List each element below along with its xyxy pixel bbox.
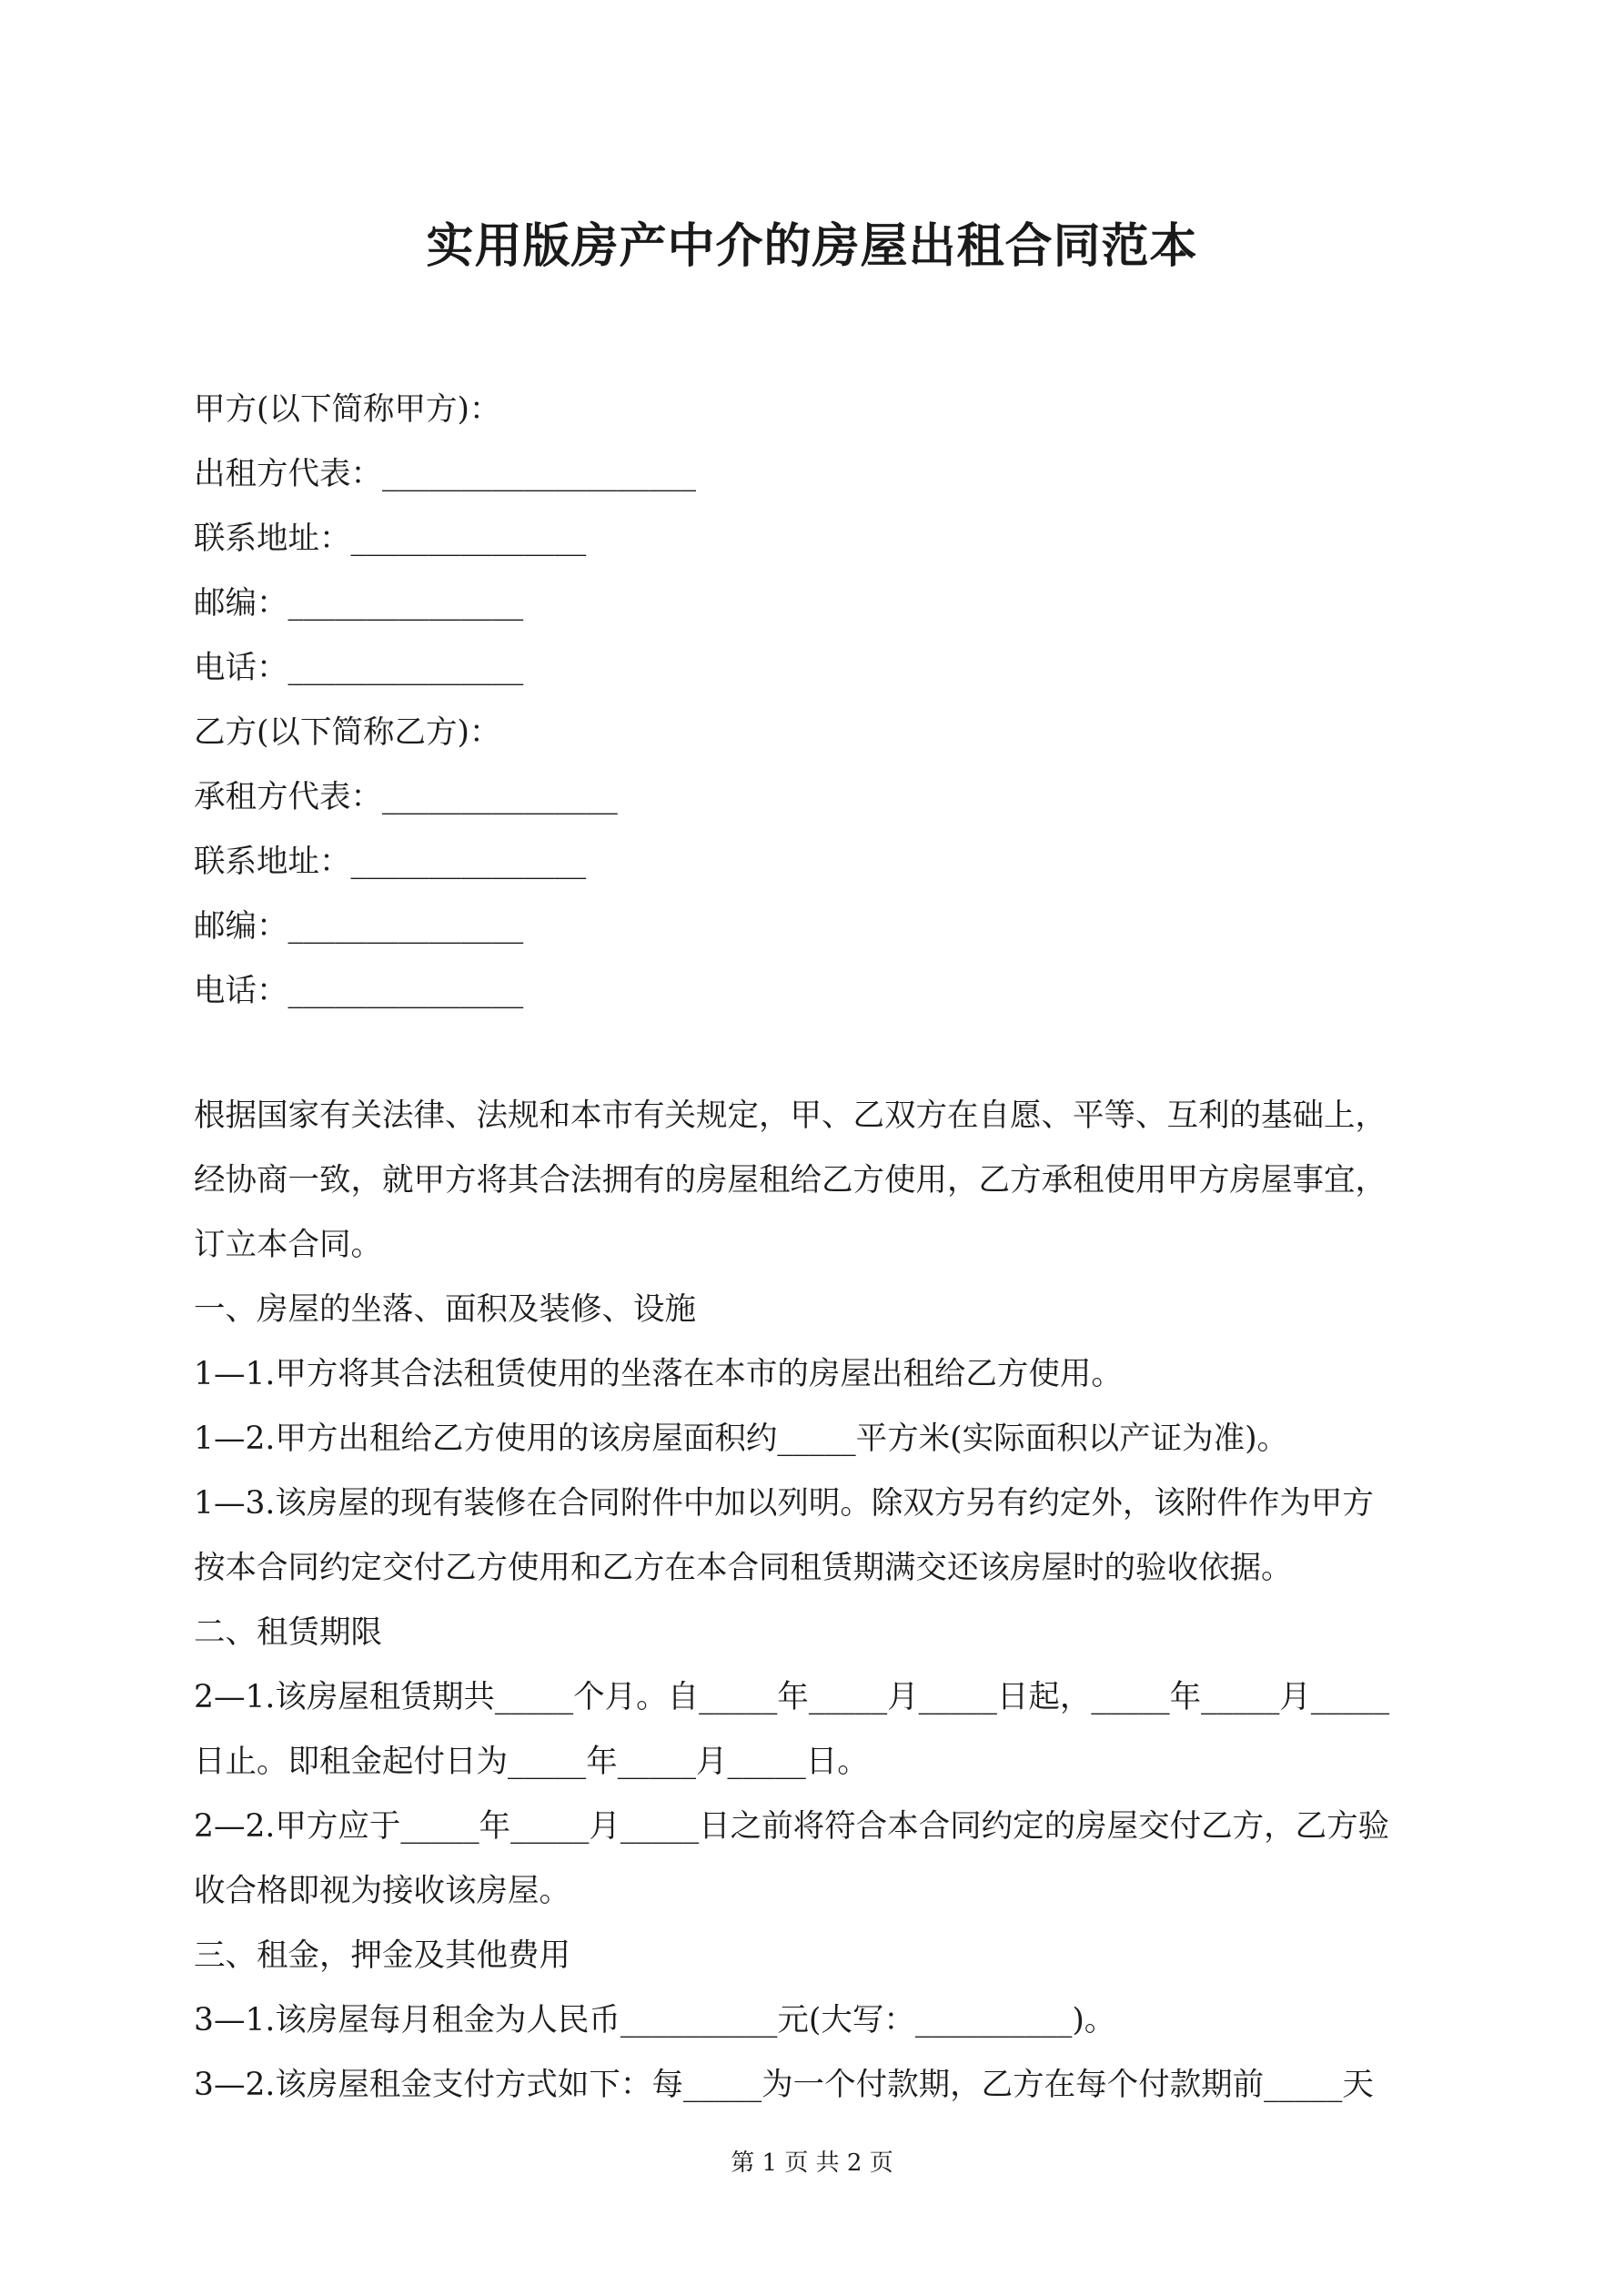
clause-3-1: 3—1.该房屋每月租金为人民币__________元(大写：__________)。 [194, 2002, 1116, 2038]
party-a-address-field: 联系地址：_______________ [194, 521, 587, 557]
section-2-heading: 二、租赁期限 [194, 1614, 382, 1651]
clause-3-2: 3—2.该房屋租金支付方式如下：每_____为一个付款期，乙方在每个付款期前_____天 [194, 2067, 1374, 2103]
clause-1-3: 1—3.该房屋的现有装修在合同附件中加以列明。除双方另有约定外，该附件作为甲方 [194, 1485, 1374, 1522]
clause-1-3-cont: 按本合同约定交付乙方使用和乙方在本合同租赁期满交还该房屋时的验收依据。 [194, 1550, 1293, 1586]
clause-2-2-cont: 收合格即视为接收该房屋。 [194, 1873, 570, 1909]
intro-line: 经协商一致，就甲方将其合法拥有的房屋租给乙方使用，乙方承租使用甲方房屋事宜， [194, 1162, 1387, 1199]
party-b-phone-field: 电话：_______________ [194, 973, 524, 1009]
clause-1-1: 1—1.甲方将其合法租赁使用的坐落在本市的房屋出租给乙方使用。 [194, 1356, 1123, 1392]
party-b-postcode-field: 邮编：_______________ [194, 908, 524, 945]
party-b-representative-field: 承租方代表：_______________ [194, 779, 618, 815]
page-number-footer: 第 1 页 共 2 页 [731, 2149, 893, 2177]
party-b-address-field: 联系地址：_______________ [194, 844, 587, 880]
party-a-representative-field: 出租方代表：____________________ [194, 456, 696, 492]
section-1-heading: 一、房屋的坐落、面积及装修、设施 [194, 1291, 696, 1328]
clause-1-2: 1—2.甲方出租给乙方使用的该房屋面积约_____平方米(实际面积以产证为准)。 [194, 1421, 1289, 1457]
page-title: 实用版房产中介的房屋出租合同范本 [426, 218, 1198, 274]
intro-line: 根据国家有关法律、法规和本市有关规定，甲、乙双方在自愿、平等、互利的基础上， [194, 1097, 1387, 1134]
clause-2-2: 2—2.甲方应于_____年_____月_____日之前将符合本合同约定的房屋交付乙方，乙方验 [194, 1808, 1390, 1845]
party-a-postcode-field: 邮编：_______________ [194, 585, 524, 622]
intro-line: 订立本合同。 [194, 1227, 382, 1263]
clause-2-1-cont: 日止。即租金起付日为_____年_____月_____日。 [194, 1744, 869, 1780]
party-b-heading: 乙方(以下简称乙方)： [194, 714, 501, 751]
party-a-heading: 甲方(以下简称甲方)： [194, 391, 501, 428]
section-3-heading: 三、租金，押金及其他费用 [194, 1937, 570, 1974]
party-a-phone-field: 电话：_______________ [194, 650, 524, 686]
clause-2-1: 2—1.该房屋租赁期共_____个月。自_____年_____月_____日起，_____年_____月_____ [194, 1679, 1390, 1715]
